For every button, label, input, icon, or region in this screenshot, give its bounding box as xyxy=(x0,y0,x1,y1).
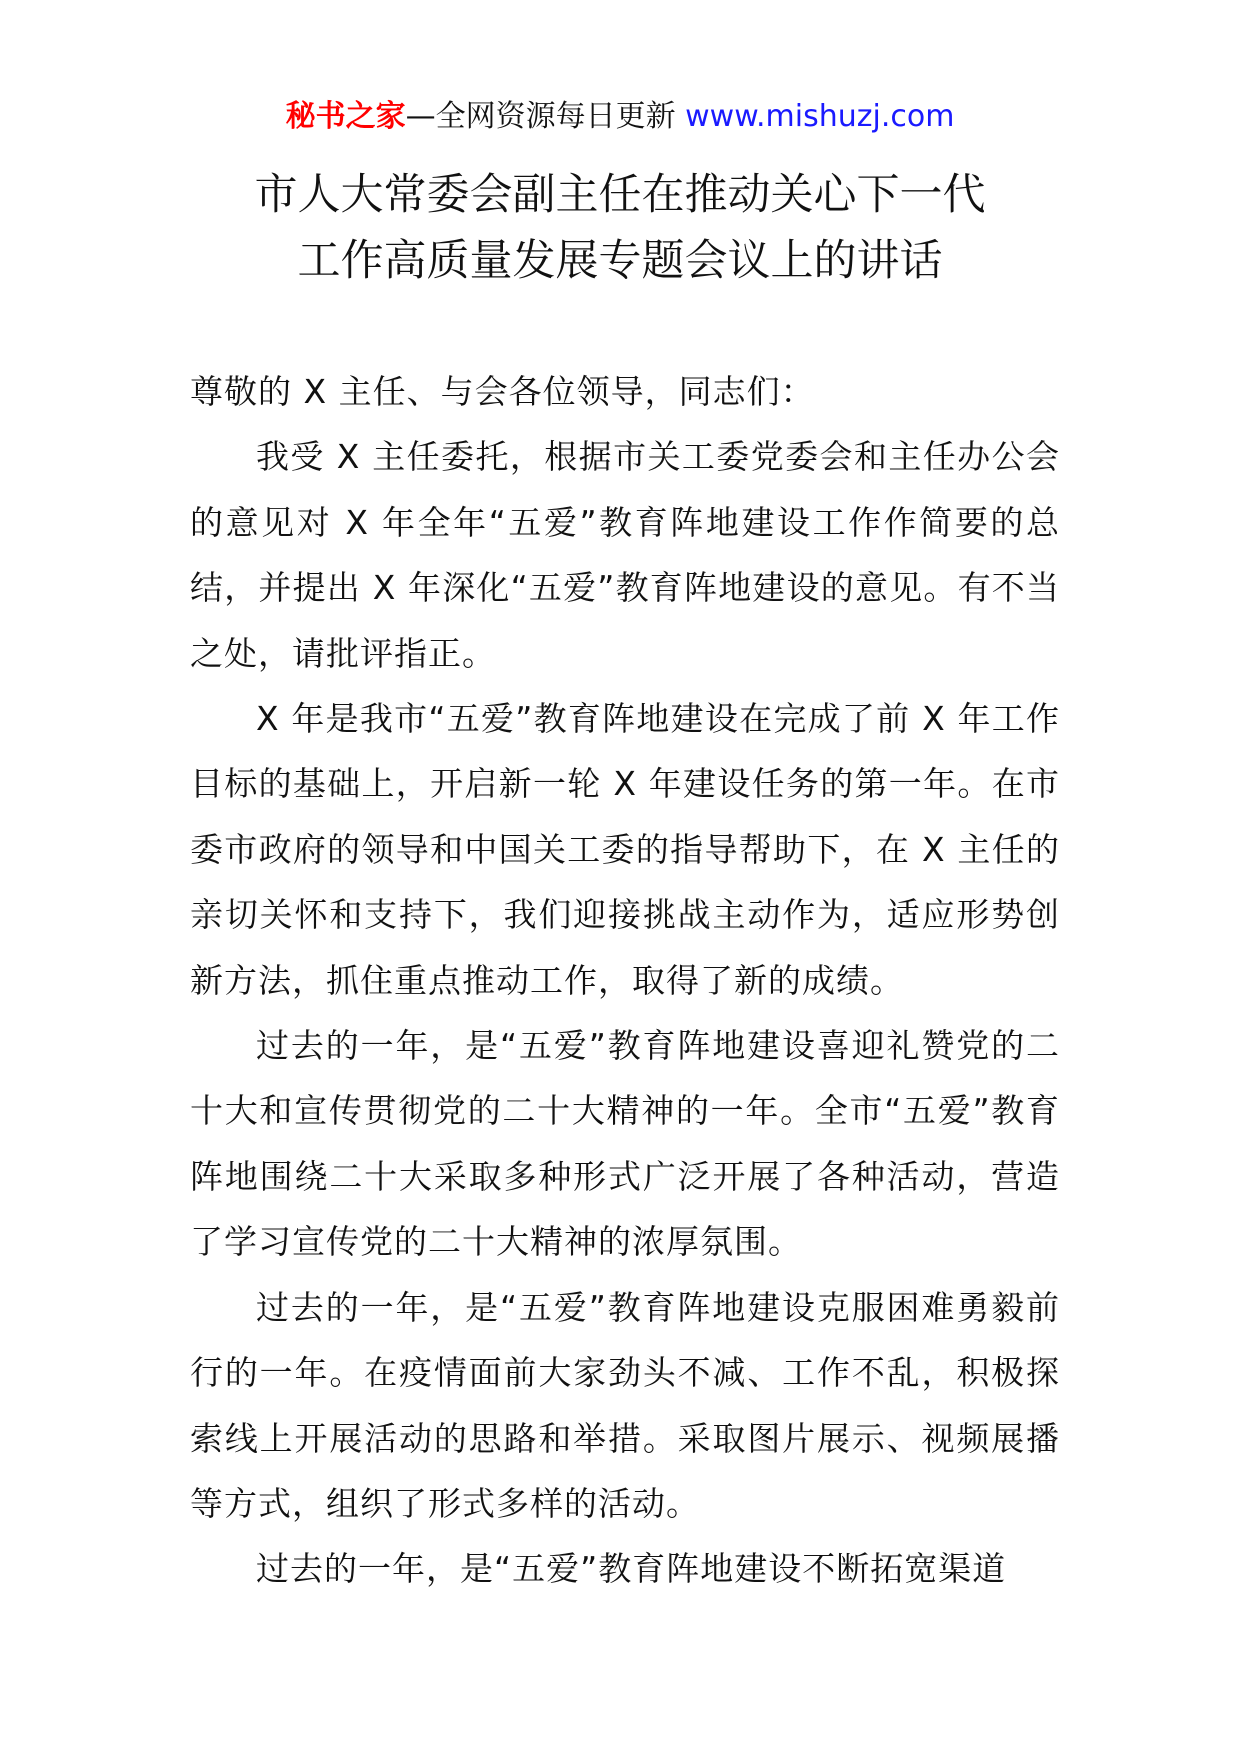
document-title xyxy=(0,162,1240,294)
title-line-2: 工作高质量发展专题会议上的讲话 xyxy=(297,236,943,286)
salutation: 尊敬的 X 主任、与会各位领导，同志们： xyxy=(190,372,815,411)
title-line-1: 市人大常委会副主任在推动关心下一代 xyxy=(254,170,986,220)
paragraph: 过去的一年，是“五爱”教育阵地建设克服困难勇毅前行的一年。在疫情面前大家劲头不减、工作不乱，积极探索线上开展活动的思路和举措。采取图片展示、视频展播等方式，组织了形式多样的活动。 xyxy=(190,1287,1060,1523)
site-url-link[interactable]: www.mishuzj.com xyxy=(685,99,955,134)
paragraph: 我受 X 主任委托，根据市关工委党委会和主任办公会的意见对 X 年全年“五爱”教育阵地建设工作作简要的总结，并提出 X 年深化“五爱”教育阵地建设的意见。有不当之处，请批评指正。 xyxy=(190,437,1060,673)
document-body xyxy=(190,359,1060,1602)
site-header xyxy=(0,96,1240,138)
header-tagline: —全网资源每日更新 xyxy=(405,99,676,134)
brand-name: 秘书之家 xyxy=(285,99,406,134)
paragraph: 过去的一年，是“五爱”教育阵地建设不断拓宽渠道 xyxy=(256,1549,1007,1589)
paragraph: 过去的一年，是“五爱”教育阵地建设喜迎礼赞党的二十大和宣传贯彻党的二十大精神的一年。全市“五爱”教育阵地围绕二十大采取多种形式广泛开展了各种活动，营造了学习宣传党的二十大精神的浓厚氛围。 xyxy=(190,1026,1060,1262)
paragraph: X 年是我市“五爱”教育阵地建设在完成了前 X 年工作目标的基础上，开启新一轮 X 年建设任务的第一年。在市委市政府的领导和中国关工委的指导帮助下，在 X 主任的亲切关怀和支持下，我们迎接挑战主动作为，适应形势创新方法，抓住重点推动工作，取得了新的成绩。 xyxy=(190,699,1060,1000)
